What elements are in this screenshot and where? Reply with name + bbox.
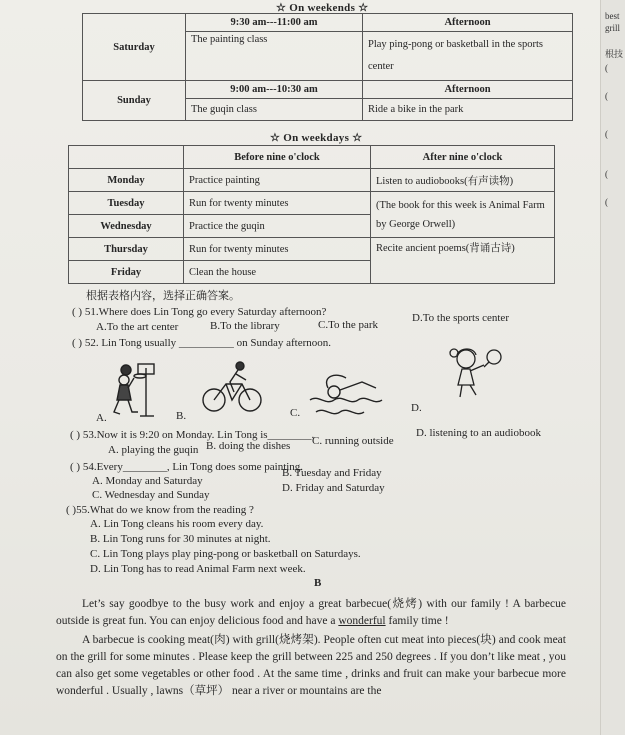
passage-paragraph-1 <box>56 596 566 630</box>
q53-option-d: D. listening to an audiobook <box>416 427 541 439</box>
weekdays-corner <box>69 146 184 169</box>
q54-stem: ( ) 54.Every________, Lin Tong does some painting. <box>70 461 304 473</box>
q55-option-c: C. Lin Tong plays play ping-pong or basketball on Saturdays. <box>90 548 361 560</box>
cyclist-icon <box>200 360 264 414</box>
q52-stem: ( ) 52. Lin Tong usually __________ on Sunday afternoon. <box>72 337 332 349</box>
saturday-afternoon: Play ping-pong or basketball in the sports center <box>363 32 573 81</box>
sunday-morning: The guqin class <box>186 99 363 121</box>
passage-p1-end: family time ! <box>388 615 449 627</box>
swimmer-icon <box>306 368 386 418</box>
q52-option-a: A. <box>96 412 107 424</box>
after-nine-header: After nine o'clock <box>371 146 555 169</box>
side-text-4: ( <box>605 63 608 73</box>
passage-paragraph-2: A barbecue is cooking meat(肉) with grill(烧烤架). People often cut meat into pieces(块) and cook meat on the grill for some minutes . Please keep the grill between 225 and 250 degrees . If you don’t like meat , you can also get some vegetables or other food . At the same time , drinks and fruit can make your barbecue more wonderful . Usually , lawns（草坪） near a river or mountains are the <box>56 634 566 697</box>
q54-option-d: D. Friday and Saturday <box>282 482 385 494</box>
weekday-monday: Monday <box>69 169 184 192</box>
weekdays-table <box>68 145 555 284</box>
side-text-5: ( <box>605 91 608 101</box>
q51-option-c: C.To the park <box>318 319 379 331</box>
section-b-heading: B <box>314 577 322 589</box>
q52-option-c: C. <box>290 407 301 419</box>
q53-stem: ( ) 53.Now it is 9:20 on Monday. Lin Tong is________. <box>70 429 315 441</box>
q53-option-a: A. playing the guqin <box>108 444 199 456</box>
friday-before: Clean the house <box>184 261 371 284</box>
side-text-8: ( <box>605 197 608 207</box>
before-nine-header: Before nine o'clock <box>184 146 371 169</box>
instruction: 根据表格内容，选择正确答案。 <box>86 290 240 302</box>
q54-option-c: C. Wednesday and Sunday <box>92 489 210 501</box>
q52-option-b: B. <box>176 410 187 422</box>
q54-option-b: B. Tuesday and Friday <box>282 467 382 479</box>
thursday-before: Run for twenty minutes <box>184 238 371 261</box>
monday-before: Practice painting <box>184 169 371 192</box>
after-book-note: (The book for this week is Animal Farm by George Orwell) <box>371 192 555 238</box>
saturday-time: 9:30 am---11:00 am <box>186 14 363 32</box>
q55-option-a: A. Lin Tong cleans his room every day. <box>90 518 264 530</box>
q52-option-d: D. <box>411 402 422 414</box>
weekends-table <box>82 13 573 121</box>
q55-option-d: D. Lin Tong has to read Animal Farm next week. <box>90 563 306 575</box>
weekday-tuesday: Tuesday <box>69 192 184 215</box>
side-text-7: ( <box>605 169 608 179</box>
saturday-morning: The painting class <box>186 32 363 81</box>
q54-option-a: A. Monday and Saturday <box>92 475 203 487</box>
q55-option-b: B. Lin Tong runs for 30 minutes at night. <box>90 533 271 545</box>
q51-option-b: B.To the library <box>210 320 280 332</box>
side-text-6: ( <box>605 129 608 139</box>
sunday-time: 9:00 am---10:30 am <box>186 81 363 99</box>
after-audiobooks: Listen to audiobooks(有声读物) <box>371 169 555 192</box>
q51-option-a: A.To the art center <box>96 321 179 333</box>
wednesday-before: Practice the guqin <box>184 215 371 238</box>
basketball-player-icon <box>104 360 164 420</box>
q55-stem: ( )55.What do we know from the reading ? <box>66 504 254 516</box>
q53-option-b: B. doing the dishes <box>206 440 291 452</box>
tuesday-before: Run for twenty minutes <box>184 192 371 215</box>
q51-option-d: D.To the sports center <box>412 312 509 324</box>
q53-option-c: C. running outside <box>312 435 394 447</box>
q51-stem: ( ) 51.Where does Lin Tong go every Saturday afternoon? <box>72 306 327 318</box>
side-text-1: best <box>605 11 620 21</box>
passage-p1-text: Let’s say goodbye to the busy work and enjoy a great barbecue(烧烤) with our family ! A barbecue outside is great fun. You can enjoy delicious food and have a <box>56 598 566 627</box>
passage-underlined-word: wonderful <box>338 615 386 627</box>
sunday-cell: Sunday <box>83 81 186 121</box>
weekday-thursday: Thursday <box>69 238 184 261</box>
weekday-friday: Friday <box>69 261 184 284</box>
saturday-afternoon-label: Afternoon <box>363 14 573 32</box>
side-text-2: grill <box>605 23 620 33</box>
sunday-afternoon: Ride a bike in the park <box>363 99 573 121</box>
after-poems: Recite ancient poems(背诵古诗) <box>371 238 555 284</box>
side-text-3: 根技 <box>605 49 624 59</box>
next-page-edge <box>600 0 625 735</box>
sunday-afternoon-label: Afternoon <box>363 81 573 99</box>
weekday-wednesday: Wednesday <box>69 215 184 238</box>
badminton-player-icon <box>440 343 510 403</box>
weekends-title: ☆ On weekends ☆ <box>276 2 369 14</box>
weekdays-title: ☆ On weekdays ☆ <box>270 132 363 144</box>
saturday-cell: Saturday <box>83 14 186 81</box>
